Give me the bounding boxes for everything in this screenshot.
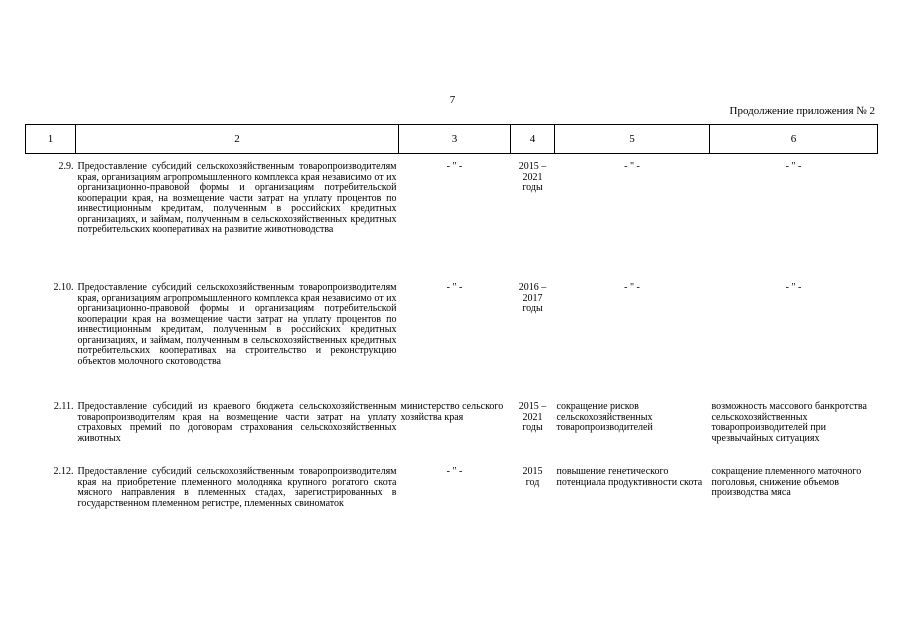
table-row <box>26 275 878 394</box>
row-period: 2015 год <box>522 466 543 488</box>
row-period: 2015 – 2021 годы <box>518 401 547 433</box>
column-header: 4 <box>511 125 555 154</box>
row-description: Предоставление субсидий из краевого бюджета сельскохозяйственным товаропроизводителям края на возмещение части затрат на уплату страховых премий по договорам страхования сельскохозяйственных животных <box>77 401 397 444</box>
column-header: 6 <box>710 125 878 154</box>
row-description: Предоставление субсидий сельскохозяйственным товаропроизводителям края, организациям агропромышленного комплекса края независимо от их организационно-правовой формы и организациям потребительской кооперации края, на возмещение части затрат на уплату процентов по инвестиционным кредитам, полученным в российских кредитных организациях, и займам, полученным в сельскохозяйственных кредитных потребительских кооперативах на развитие животноводства <box>77 161 397 235</box>
row-number: 2.12. <box>53 466 74 477</box>
row-consequence: сокращение рисков сельскохозяйственных товаропроизводителей <box>556 401 653 433</box>
row-period: 2016 – 2017 годы <box>518 282 547 314</box>
table-row <box>26 154 878 276</box>
row-consequence: - " - <box>624 282 640 293</box>
row-executor: - " - <box>446 161 463 172</box>
row-consequence: повышение генетического потенциала продуктивности скота <box>556 466 703 488</box>
table-row <box>26 394 878 459</box>
row-result: - " - <box>785 161 802 172</box>
row-description: Предоставление субсидий сельскохозяйственным товаропроизводителям края, организациям агропромышленного комплекса края независимо от их организационно-правовой формы и организациям потребительской кооперации края на возмещение части затрат на уплату процентов по инвестиционным кредитам, полученным в российских кредитных организациях, и займам, полученным в сельскохозяйственных кредитных потребительских кооперативах на строительство и реконструкцию объектов молочного скотоводства <box>77 282 397 367</box>
row-number: 2.9. <box>58 161 74 172</box>
column-header: 5 <box>555 125 710 154</box>
row-period: 2015 – 2021 годы <box>518 161 547 193</box>
table-header-row <box>26 125 878 154</box>
row-result: сокращение племенного маточного поголовья, снижение объемов производства мяса <box>711 466 862 498</box>
column-header: 2 <box>76 125 399 154</box>
row-number: 2.11. <box>53 401 74 412</box>
row-consequence: - " - <box>624 161 640 172</box>
row-executor: - " - <box>446 282 463 293</box>
row-executor: министерство сельского хозяйства края <box>400 401 504 423</box>
page-number: 7 <box>449 94 456 106</box>
table-row <box>26 459 878 509</box>
row-description: Предоставление субсидий сельскохозяйственным товаропроизводителям края на приобретение племенного молодняка крупного рогатого скота мясного направления в племенных стадах, зарегистрированных в государственном племенном регистре, племенных свиноматок <box>77 466 397 509</box>
column-header: 1 <box>26 125 76 154</box>
column-header: 3 <box>399 125 511 154</box>
continuation-label: Продолжение приложения № 2 <box>729 105 875 117</box>
document-table <box>25 124 878 509</box>
row-executor: - " - <box>446 466 463 477</box>
row-result: возможность массового банкротства сельскохозяйственных товаропроизводителей при чрезвычайных ситуациях <box>711 401 867 444</box>
row-number: 2.10. <box>53 282 74 293</box>
row-result: - " - <box>785 282 802 293</box>
